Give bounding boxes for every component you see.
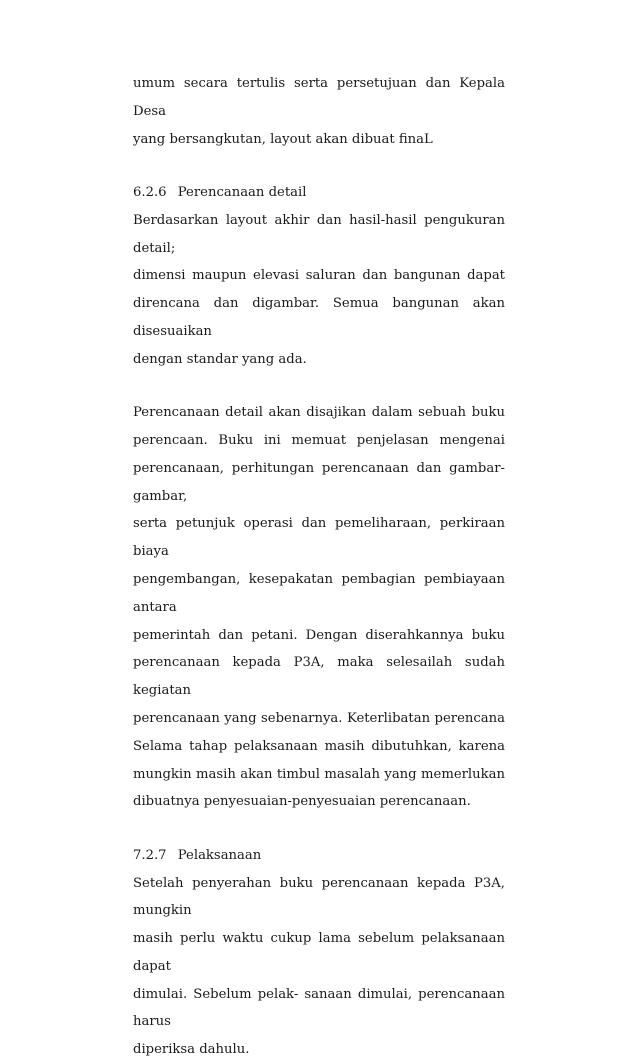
- text-line: perencanaan, perhitungan perencanaan dan gambar-gambar,: [133, 455, 505, 511]
- text-line: pemerintah dan petani. Dengan diserahkannya buku: [133, 622, 505, 650]
- section-heading-727: [133, 842, 505, 870]
- text-line: perencaan. Buku ini memuat penjelasan mengenai: [133, 427, 505, 455]
- perencanaan-paragraph: [133, 399, 505, 816]
- text-line: yang bersangkutan, layout akan dibuat finaL: [133, 126, 505, 154]
- section-heading-626: [133, 179, 505, 207]
- section-title: Pelaksanaan: [178, 848, 262, 863]
- text-line: dimulai. Sebelum pelak- sanaan dimulai, perencanaan harus: [133, 981, 505, 1037]
- paragraph-gap: [133, 153, 505, 179]
- text-line: dibuatnya penyesuaian-penyesuaian perencanaan.: [133, 788, 505, 816]
- text-line: Selama tahap pelaksanaan masih dibutuhkan, karena: [133, 733, 505, 761]
- text-line: Setelah penyerahan buku perencanaan kepada P3A, mungkin: [133, 870, 505, 926]
- section-727-paragraph: [133, 870, 505, 1064]
- section-title: Perencanaan detail: [178, 185, 307, 200]
- text-line: dengan standar yang ada.: [133, 346, 505, 374]
- paragraph-gap: [133, 816, 505, 842]
- section-number: 7.2.7: [133, 848, 167, 863]
- text-line: direncana dan digambar. Semua bangunan akan disesuaikan: [133, 290, 505, 346]
- text-line: perencanaan kepada P3A, maka selesailah sudah kegiatan: [133, 649, 505, 705]
- text-line: Perencanaan detail akan disajikan dalam sebuah buku: [133, 399, 505, 427]
- text-line: masih perlu waktu cukup lama sebelum pelaksanaan dapat: [133, 925, 505, 981]
- text-line: pengembangan, kesepakatan pembagian pembiayaan antara: [133, 566, 505, 622]
- text-line: umum secara tertulis serta persetujuan dan Kepala Desa: [133, 70, 505, 126]
- text-line: Berdasarkan layout akhir dan hasil-hasil pengukuran detail;: [133, 207, 505, 263]
- text-line: diperiksa dahulu.: [133, 1036, 505, 1064]
- text-line: serta petunjuk operasi dan pemeliharaan, perkiraan biaya: [133, 510, 505, 566]
- section-626-paragraph: [133, 207, 505, 374]
- intro-paragraph: [133, 70, 505, 153]
- text-line: mungkin masih akan timbul masalah yang memerlukan: [133, 761, 505, 789]
- section-number: 6.2.6: [133, 185, 167, 200]
- text-line: perencanaan yang sebenarnya. Keterlibatan perencana: [133, 705, 505, 733]
- document-body: [133, 70, 505, 1064]
- paragraph-gap: [133, 374, 505, 400]
- text-line: dimensi maupun elevasi saluran dan bangunan dapat: [133, 262, 505, 290]
